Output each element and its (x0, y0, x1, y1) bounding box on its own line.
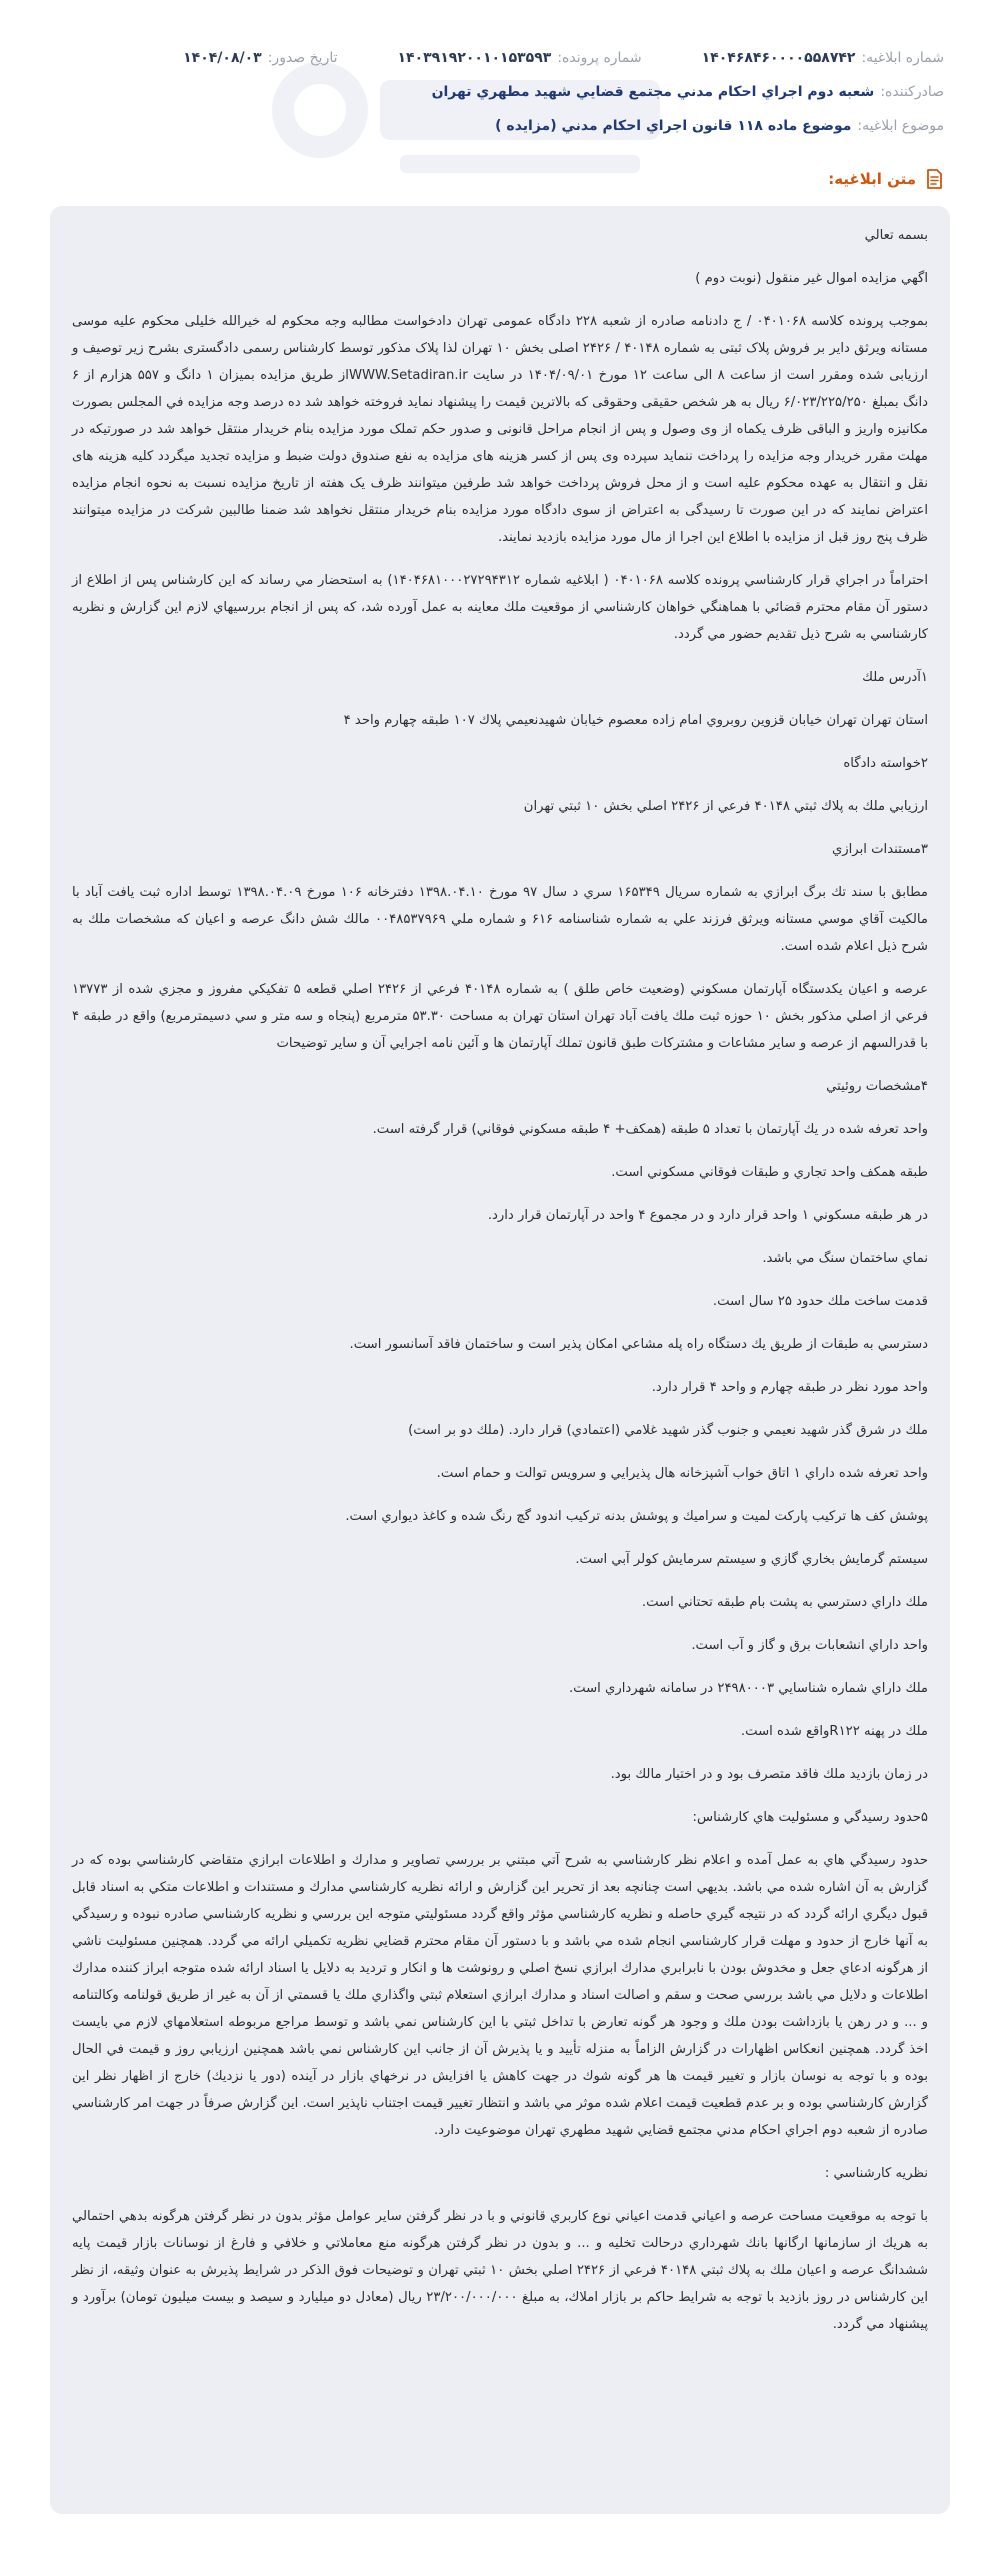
notice-text-heading (828, 168, 944, 190)
notice-meta (56, 44, 944, 140)
subject-value: موضوع ماده ۱۱۸ قانون اجراي احکام مدني (مزايده ) (495, 118, 852, 134)
spec-item: در هر طبقه مسكوني ۱ واحد قرار دارد و در مجموع ۴ واحد در آپارتمان قرار دارد. (487, 1208, 928, 1223)
meta-row-subject (56, 112, 944, 140)
spec-item: ملك داراي دسترسي به پشت بام طبقه تحتاني است. (641, 1595, 928, 1610)
auction-paragraph: بموجب پرونده کلاسه ۰۴۰۱۰۶۸ / ج دادنامه صادره از شعبه ۲۲۸ دادگاه عمومی تهران دادخواست مطالبه وجه محکوم له خيرالله خليلی محکوم عليه موسی مستانه ويرثق داير بر فروش پلاک ثبتی به شماره ۴۰۱۴۸ / ۲۴۲۶ اصلی بخش ۱۰ تهران لذا پلاک مذکور توسط کارشناس رسمی دادگستری بشرح زير توصيف و ارزيابی شده ومقرر است از ساعت ۸ الی ساعت ۱۲ مورخ ۱۴۰۴/۰۹/۰۱ در سايت WWW.Setadiran.irاز طريق مزايده بميزان ۱ دانگ و ۵۵۷ هزارم از ۶ دانگ بمبلغ ۶/۰۲۳/۲۲۵/۲۵۰ ريال به هر شخص حقيقی وحقوقی که بالاترين قيمت را پيشنهاد نمايد فروخته خواهد شد ده درصد وجه مزايده في المجلس بصورت مکانيزه واريز و الباقی ظرف يکماه از وی وصول و پس از انجام مراحل قانونی و صدور حکم تملک مورد مزايده بنام خريدار منتقل خواهد شد در صورتيکه در مهلت مقرر خريدار وجه مزايده را پرداخت ننمايد سپرده وی پس از کسر هزينه های مزايده به نفع صندوق دولت ضبط و مزايده تجديد ميگردد کليه هزينه های نقل و انتقال به عهده محکوم عليه است و از محل فروش پرداخت خواهد شد طرفين ميتوانند ظرف يک هفته از تاريخ مزايده نسبت به نحوه انجام مزايده اعتراض نمايند که در اين صورت تا رسيدگی به اعتراض از سوی دادگاه مورد مزايده بنام خريدار منتقل نخواهد شد ضمنا طالبين شرکت در مزايده ميتوانند ظرف پنج روز قبل از مزايده با اطلاع اين اجرا از مال مورد مزايده بازديد نمايند. (72, 314, 928, 545)
spec-item: ملك در شرق گذر شهيد نعيمي و جنوب گذر شهيد غلامي (اعتمادي) قرار دارد. (ملك دو بر است) (408, 1423, 928, 1438)
court-request-heading: ۲خواسته دادگاه (843, 756, 928, 771)
spec-item: واحد تعرفه شده در يك آپارتمان با تعداد ۵ طبقه (همكف+ ۴ طبقه مسكوني فوقاني) قرار گرفته است. (372, 1122, 928, 1137)
issuer-label: صادرکننده: (880, 84, 944, 100)
expert-intro-paragraph: احتراماً در اجراي قرار كارشناسي پرونده كلاسه ۰۴۰۱۰۶۸ ( ابلاغيه شماره ۱۴۰۴۶۸۱۰۰۰۲۷۲۹۴۳۱۲) به استحضار مي رساند که اين کارشناس پس از اطلاع از دستور آن مقام محترم قضائي با هماهنگي خواهان كارشناسي از موقعيت ملك معاينه به عمل آورده شد، که پس از انجام بررسيهاي لازم اين گزارش و نظريه كارشناسي به شرح ذيل تقديم حضور مي گردد. (72, 573, 929, 642)
issue-date (183, 50, 337, 66)
notice-text-card (50, 206, 950, 2514)
issuer-value: شعبه دوم اجراي احكام مدني مجتمع قضايي شهيد مطهري تهران (431, 84, 875, 100)
case-number-label: شماره پرونده: (557, 50, 642, 66)
case-number (398, 50, 642, 66)
meta-row-numbers (56, 44, 944, 72)
documents-paragraph-1: مطابق با سند تك برگ ابرازي به شماره سريال ۱۶۵۳۴۹ سري د سال ۹۷ مورخ ۱۳۹۸.۰۴.۱۰ دفترخانه ۱۰۶ مورخ ۱۳۹۸.۰۴.۰۹ توسط اداره ثبت يافت آباد با مالكيت آقاي موسي مستانه ويرثق فرزند علي به شماره شناسنامه ۶۱۶ و شماره ملي ۰۰۴۸۵۳۷۹۶۹ مالك شش دانگ عرصه و اعيان كه مشخصات ملك به شرح ذيل اعلام شده است. (72, 885, 928, 954)
spec-item: در زمان بازديد ملك فاقد متصرف بود و در اختيار مالك بود. (610, 1767, 928, 1782)
spec-item: طبقه همكف واحد تجاري و طبقات فوقاني مسكوني است. (611, 1165, 928, 1180)
spec-item: ملك در پهنه R۱۲۲واقع شده است. (740, 1724, 928, 1739)
spec-item: نماي ساختمان سنگ مي باشد. (762, 1251, 928, 1266)
subject-label: موضوع ابلاغيه: (857, 118, 944, 134)
expert-opinion-heading: نظريه كارشناسي : (824, 2166, 928, 2181)
responsibility-paragraph: حدود رسيدگي هاي به عمل آمده و اعلام نظر كارشناسي به شرح آتي مبتني بر بررسي تصاوير و مدارك و اطلاعات ابرازي متقاضي كارشناسي بوده كه در گزارش به آن اشاره شده مي باشد. بديهي است چنانچه بعد از تحرير اين گزارش و ارائه نظريه كارشناسي مدارك و مستندات و اطلاعات متكي به اسناد قابل قبول ديگري ارائه گردد كه در نتيجه گيري حاصله و نظريه كارشناسي مؤثر واقع گردد مسئوليتي متوجه اين بررسي و نظريه كارشناسي صادره نبوده و رسيدگي به آنها خارج از حدود و مهلت قرار كارشناسي انجام شده مي باشد و با دستور آن مقام محترم قضايي نظريه تكميلي ارائه مي گردد. همچنين مسئوليت ناشي از هرگونه ادعاي جعل و مخدوش بودن با نابرابري مدارك ابرازي نسخ اصلي و رونوشت ها و انكار و ترديد به دلايل يا اسناد ارائه شده متوجه ابراز كننده مدارك اطلاعات و دلايل مي باشد بررسي صحت و سقم و اصالت اسناد و مدارك ابرازي استعلام ثبتي واگذاري ملك يا قسمتي از آن به غير از طريق قولنامه وكالتنامه و ... و در رهن يا بازداشت بودن ملك و وجود هر گونه تعارض با تداخل ثبتي با اين كارشناس نمي باشد و توسط مراجع مربوطه استعلامهاي لازم مي بايست اخذ گردد. همچنين انعكاس اظهارات در گزارش الزاماً به منزله تأييد و يا پذيرش آن از جانب اين كارشناس نمي باشد همچنين ارزيابي روز و قيمت في الحال بوده و با توجه به نوسان بازار و تغيير قيمت ها هر گونه شوك در جهت كاهش يا افزايش در نرخهاي بازار در آينده (دور يا نزديك) خارج از اظهار نظر اين گزارش كارشناسي بوده و بر عدم قطعيت قيمت اعلام شده موثر مي باشد و انتظار تغيير قيمت اجتناب ناپذير است. اين گزارش صرفاً در جهت امر كارشناسي صادره از شعبه دوم اجراي احكام مدني مجتمع قضايي شهيد مطهري تهران موضوعيت دارد. (72, 1853, 928, 2138)
address-heading: ۱آدرس ملك (862, 670, 928, 685)
document-icon (924, 168, 944, 190)
notice-number-value: ۱۴۰۴۶۸۴۶۰۰۰۰۵۵۸۷۴۲ (701, 50, 856, 66)
meta-row-issuer (56, 78, 944, 106)
issue-date-label: تاريخ صدور: (267, 50, 338, 66)
spec-item: ملك داراي شماره شناسايي ۲۴۹۸۰۰۰۳ در سامانه شهرداري است. (568, 1681, 928, 1696)
spec-item: پوشش كف ها تركيب پاركت لميت و سراميك و پوشش بدنه تركيب اندود گچ رنگ شده و كاغذ ديواري است. (345, 1509, 928, 1524)
spec-item: قدمت ساخت ملك حدود ۲۵ سال است. (712, 1294, 928, 1309)
issue-date-value: ۱۴۰۴/۰۸/۰۳ (183, 50, 262, 66)
observed-specs-heading: ۴مشخصات روئيتي (826, 1079, 928, 1094)
address-text: استان تهران تهران خيابان قزوين روبروي امام زاده معصوم خيابان شهيدنعيمي پلاك ۱۰۷ طبقه چهارم واحد ۴ (343, 713, 928, 728)
case-number-value: ۱۴۰۳۹۱۹۲۰۰۱۰۱۵۳۵۹۳ (397, 50, 552, 66)
responsibility-heading: ۵حدود رسيدگي و مسئوليت هاي كارشناس: (692, 1810, 928, 1825)
spec-item: واحد مورد نظر در طبقه چهارم و واحد ۴ قرار دارد. (651, 1380, 928, 1395)
notice-number (702, 50, 944, 66)
issuer (432, 84, 944, 100)
spec-item: دسترسي به طبقات از طريق يك دستگاه راه پله مشاعي امكان پذير است و ساختمان فاقد آسانسور است. (349, 1337, 928, 1352)
documents-heading: ۳مستندات ابرازي (831, 842, 928, 857)
documents-paragraph-2: عرصه و اعيان يكدستگاه آپارتمان مسكوني (وضعيت خاص طلق ) به شماره ۴۰۱۴۸ فرعي از ۲۴۲۶ اصلي قطعه ۵ تفكيكي مفروز و مجزي شده از ۱۳۷۷۳ فرعي از اصلي مذكور بخش ۱۰ حوزه ثبت ملك يافت آباد تهران استان تهران به مساحت ۵۳.۳۰ مترمربع (پنجاه و سه متر و سي دسيمترمربع) واقع در طبقه ۴ با قدرالسهم از عرصه و ساير مشاعات و مشتركات طبق قانون تملك آپارتمان ها و آئين نامه اجرايي آن و ساير توضيحات (72, 982, 929, 1051)
subject (495, 118, 944, 134)
court-request-text: ارزيابي ملك به پلاك ثبتي ۴۰۱۴۸ فرعي از ۲۴۲۶ اصلي بخش ۱۰ ثبتي تهران (523, 799, 928, 814)
spec-item: سيستم گرمايش بخاري گازي و سيستم سرمايش كولر آبي است. (575, 1552, 928, 1567)
greeting: بسمه تعالي (864, 228, 928, 243)
expert-opinion-paragraph: با توجه به موقعيت مساحت عرصه و اعياني قدمت اعياني نوع كاربري قانوني و با در نظر گرفتن ساير عوامل مؤثر بدون در نظر گرفتن هرگونه بدهي احتمالي به هريك از سازمانها ارگانها بانك شهرداري درحالت تخليه و ... و بدون در نظر گرفتن هرگونه منع معاملاتي و خلافي و فارغ از نوسانات بازار قيمت پايه ششدانگ عرصه و اعيان ملك به پلاك ثبتي ۴۰۱۴۸ فرعي از ۲۴۲۶ اصلي بخش ۱۰ ثبتي تهران و توضيحات فوق الذكر در شرايط پذيرش به عنوان وثيقه، از نظر اين كارشناس در روز بازديد با توجه به شرايط حاكم بر بازار املاك، به مبلغ ۲۳/۲۰۰/۰۰۰/۰۰۰ ريال (معادل دو ميليارد و سيصد و بيست ميليون تومان) برآورد و پيشنهاد مي گردد. (72, 2209, 928, 2332)
notice-number-label: شماره ابلاغيه: (861, 50, 944, 66)
spec-item: واحد تعرفه شده داراي ۱ اتاق خواب آشپزخانه هال پذيرايي و سرويس توالت و حمام است. (436, 1466, 928, 1481)
spec-item: واحد داراي انشعابات برق و گاز و آب است. (691, 1638, 928, 1653)
notice-text-title: متن ابلاغيه: (828, 170, 916, 188)
auction-title: اگهي مزايده اموال غير منقول (نوبت دوم ) (695, 271, 928, 286)
